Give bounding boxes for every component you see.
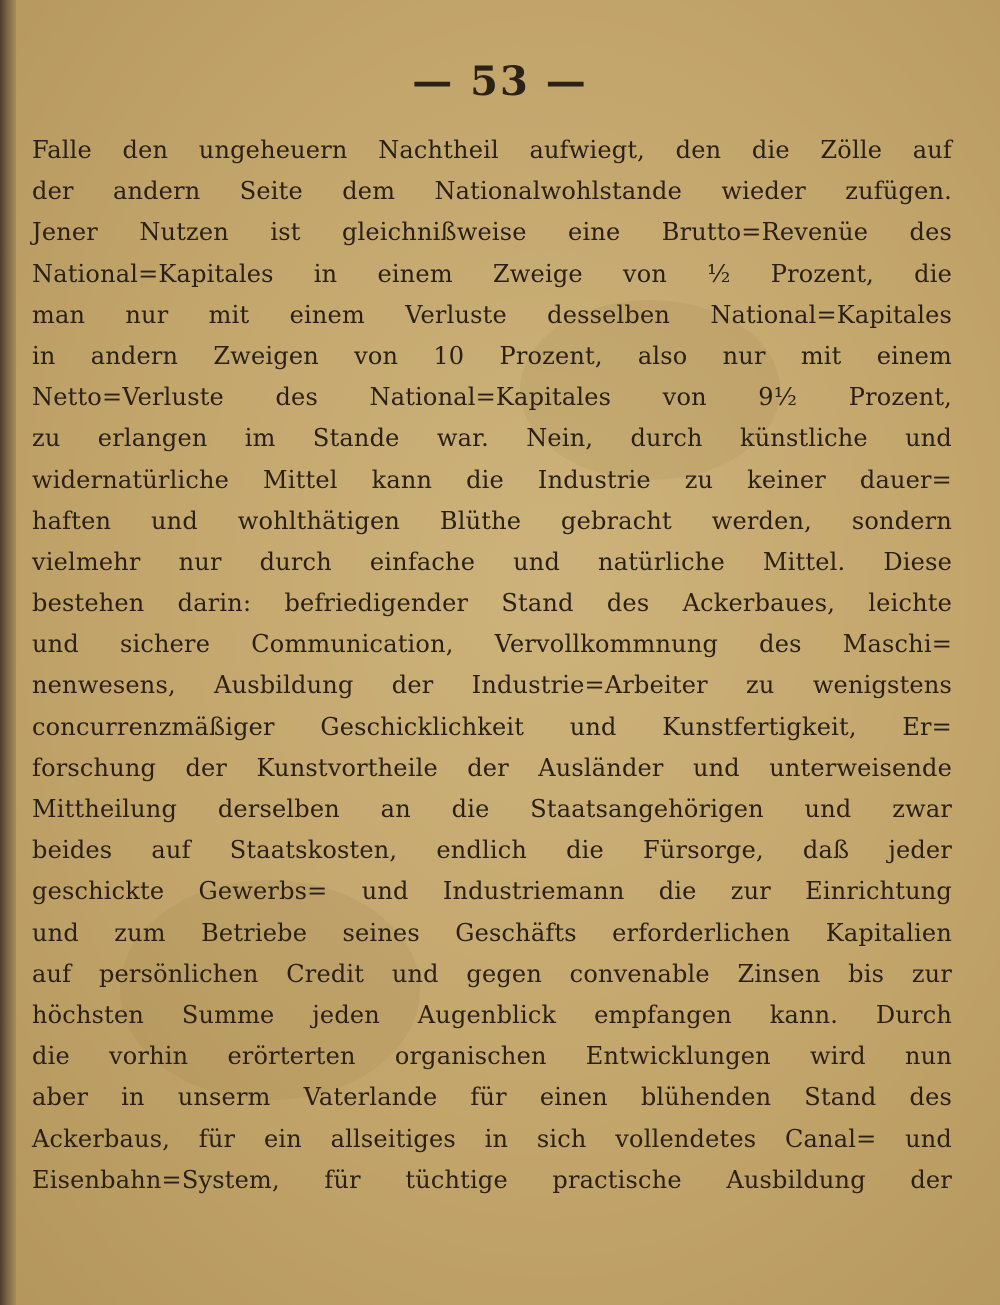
text-line: Netto=Verluste des National=Kapitales von 9½ Prozent,: [32, 383, 952, 412]
text-line: widernatürliche Mittel kann die Industrie zu keiner dauer=: [32, 465, 952, 494]
text-line: aber in unserm Vaterlande für einen blühenden Stand des: [32, 1083, 952, 1112]
text-line: Ackerbaus, für ein allseitiges in sich vollendetes Canal= und: [32, 1124, 952, 1153]
text-line: der andern Seite dem Nationalwohlstande wieder zufügen.: [32, 177, 952, 206]
text-line: auf persönlichen Credit und gegen convenable Zinsen bis zur: [32, 959, 952, 988]
text-line: Eisenbahn=System, für tüchtige practische Ausbildung der: [32, 1165, 952, 1194]
text-line: in andern Zweigen von 10 Prozent, also nur mit einem: [32, 341, 952, 370]
text-line: und zum Betriebe seines Geschäfts erforderlichen Kapitalien: [32, 918, 952, 947]
text-line: vielmehr nur durch einfache und natürliche Mittel. Diese: [32, 547, 952, 576]
text-line: Mittheilung derselben an die Staatsangehörigen und zwar: [32, 795, 952, 823]
text-line: concurrenzmäßiger Geschicklichkeit und Kunstfertigkeit, Er=: [32, 712, 952, 741]
text-line: und sichere Communication, Vervollkommnung des Maschi=: [32, 630, 952, 659]
text-line: Jener Nutzen ist gleichnißweise eine Brutto=Revenüe des: [32, 218, 952, 247]
text-line: nenwesens, Ausbildung der Industrie=Arbeiter zu wenigstens: [32, 671, 952, 700]
text-line: man nur mit einem Verluste desselben National=Kapitales: [32, 300, 952, 329]
text-line: haften und wohlthätigen Blüthe gebracht werden, sondern: [32, 506, 952, 535]
book-spine-edge: [0, 0, 16, 1305]
text-line: forschung der Kunstvortheile der Ausländer und unterweisende: [32, 753, 952, 782]
body-text: [32, 130, 952, 1201]
text-line: höchsten Summe jeden Augenblick empfangen kann. Durch: [32, 1000, 952, 1029]
page-number: — 53 —: [412, 58, 588, 105]
text-line: zu erlangen im Stande war. Nein, durch künstliche und: [32, 424, 952, 453]
text-line: National=Kapitales in einem Zweige von ½ Prozent, die: [32, 259, 952, 288]
text-line: bestehen darin: befriedigender Stand des Ackerbaues, leichte: [32, 589, 952, 618]
text-line: Falle den ungeheuern Nachtheil aufwiegt, den die Zölle auf: [32, 136, 952, 164]
text-line: geschickte Gewerbs= und Industriemann die zur Einrichtung: [32, 877, 952, 906]
text-line: die vorhin erörterten organischen Entwicklungen wird nun: [32, 1042, 952, 1071]
text-line: beides auf Staatskosten, endlich die Fürsorge, daß jeder: [32, 836, 952, 865]
